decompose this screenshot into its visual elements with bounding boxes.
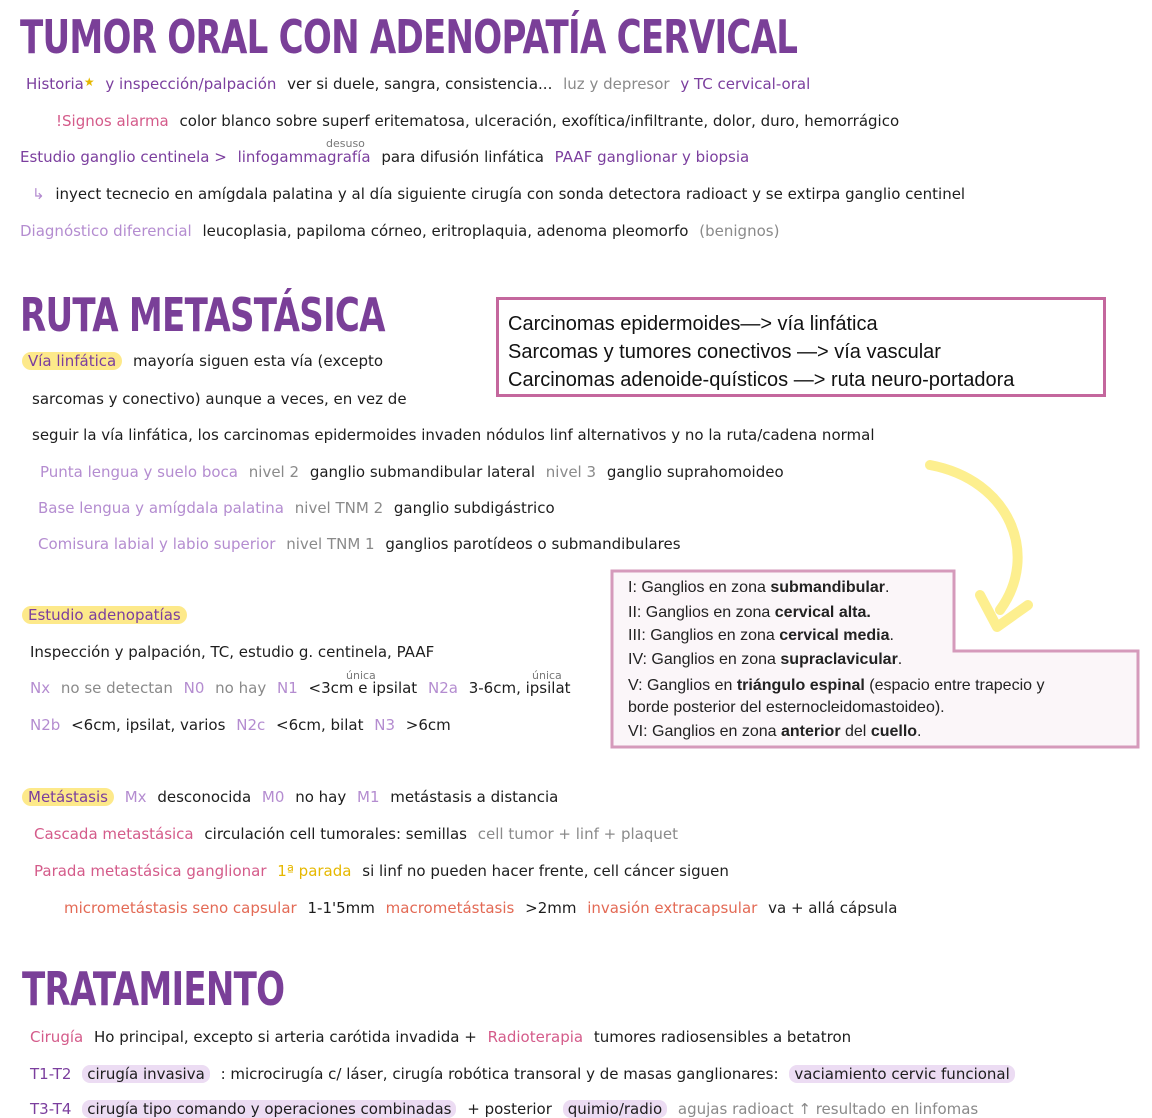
label-inspeccion: y inspección/palpación [105,75,277,93]
box-line-3: Carcinomas adenoide-quísticos —> ruta neuro-portadora [508,369,1015,391]
star-icon: ★ [83,75,95,89]
level-1: I: Ganglios en zona submandibular. [628,579,890,596]
stage-n2c: N2c [236,716,266,734]
label-comisura: Comisura labial y labio superior [38,535,276,553]
label-diagnostico: Diagnóstico diferencial [20,222,192,240]
text-via-1: mayoría siguen esta vía (excepto [132,352,384,370]
tag-cirugia-invasiva: cirugía invasiva [82,1065,210,1083]
level-2: II: Ganglios en zona cervical alta. [628,604,871,621]
text-cell-tumor: cell tumor + linf + plaquet [477,825,679,843]
line-n-stages-1 [30,679,577,697]
text-radioterapia: tumores radiosensibles a betatron [593,1028,852,1046]
level-5: V: Ganglios en triángulo espinal (espacio entre trapecio y [628,677,1045,694]
level-5-cont: borde posterior del esternocleidomastoideo). [628,699,945,716]
label-base: Base lengua y amígdala palatina [38,499,284,517]
text-n2a: 3-6cm, ipsilat [468,679,571,697]
text-nivel-3: nivel 3 [545,463,597,481]
text-m1: metástasis a distancia [390,788,559,806]
level-4: IV: Ganglios en zona supraclavicular. [628,651,903,668]
text-suprahomoideo: ganglio suprahomoideo [606,463,784,481]
level-3: III: Ganglios en zona cervical media. [628,627,894,644]
stage-t3-t4: T3-T4 [30,1100,72,1118]
text-n3: >6cm [405,716,451,734]
label-parada: Parada metastásica ganglionar [34,862,267,880]
text-n2c: <6cm, bilat [276,716,364,734]
line-cirugia [30,1028,857,1046]
label-paaf: PAAF ganglionar y biopsia [554,148,750,166]
stage-mx: Mx [124,788,147,806]
line-punta [40,463,790,481]
box-line-2: Sarcomas y tumores conectivos —> vía vascular [508,341,941,363]
section-title-tumor: TUMOR ORAL CON ADENOPATÍA CERVICAL [20,10,798,64]
line-inyect [32,185,971,203]
arrow-return-icon: ↳ [32,185,45,203]
stage-nx: Nx [30,679,51,697]
stage-n1: N1 [276,679,298,697]
line-estudio [22,606,193,624]
line-t3-t4 [30,1100,984,1118]
tag-quimio-radio: quimio/radio [563,1100,667,1118]
line-via-2 [32,390,413,408]
text-benignos: (benignos) [699,222,780,240]
annotation-unica-1: única [346,669,376,682]
annotation-unica-2: única [532,669,562,682]
line-t1-t2 [30,1065,1021,1083]
line-ganglio [20,148,755,166]
line-n-stages-2 [30,716,457,734]
text-n2b: <6cm, ipsilat, varios [71,716,226,734]
text-inspeccion-tc: Inspección y palpación, TC, estudio g. centinela, PAAF [30,643,435,661]
line-diagnostico [20,222,785,240]
section-title-ruta: RUTA METASTÁSICA [20,288,385,342]
label-radioterapia: Radioterapia [487,1028,584,1046]
tag-metastasis: Metástasis [22,788,114,806]
label-micrometastasis: micrometástasis seno capsular [64,899,297,917]
text-n1: <3cm e ipsilat [308,679,418,697]
stage-n2a: N2a [427,679,458,697]
text-nivel-tnm2: nivel TNM 2 [294,499,384,517]
text-luz: luz y depresor [563,75,670,93]
label-invasion: invasión extracapsular [587,899,758,917]
line-metastasis [22,788,564,806]
text-nivel-2: nivel 2 [248,463,300,481]
box-line-1: Carcinomas epidermoides—> vía linfática [508,313,878,335]
annotation-desuso: desuso [326,137,365,150]
text-posterior: + posterior [467,1100,552,1118]
line-historia [26,75,816,93]
text-nx: no se detectan [60,679,173,697]
text-cirugia: Ho principal, excepto si arteria carótida invadida + [93,1028,477,1046]
section-title-tratamiento: TRATAMIENTO [22,962,285,1016]
label-historia: Historia [26,75,84,93]
text-cascada: circulación cell tumorales: semillas [204,825,467,843]
line-signos [56,112,905,130]
info-box-carcinomas [496,297,1106,397]
stage-n2b: N2b [30,716,61,734]
text-diagnostico: leucoplasia, papiloma córneo, eritroplaquia, adenoma pleomorfo [202,222,689,240]
text-inyect: inyect tecnecio en amígdala palatina y al día siguiente cirugía con sonda detectora radioact y se extirpa ganglio centinel [55,185,966,203]
text-parotideos: ganglios parotídeos o submandibulares [385,535,681,553]
stage-m1: M1 [357,788,380,806]
stage-m0: M0 [261,788,285,806]
line-base [38,499,561,517]
label-signos-alarma: !Signos alarma [56,112,169,130]
line-cascada [34,825,684,843]
text-m0: no hay [295,788,347,806]
line-comisura [38,535,687,553]
line-parada [34,862,735,880]
text-subdigastrico: ganglio subdigástrico [393,499,555,517]
label-cirugia: Cirugía [30,1028,84,1046]
line-micro [64,899,903,917]
stage-n0: N0 [183,679,205,697]
label-cascada: Cascada metastásica [34,825,194,843]
line-inspeccion [30,643,440,661]
text-tc: y TC cervical-oral [680,75,811,93]
tag-vaciamiento: vaciamiento cervic funcional [789,1065,1014,1083]
line-via [22,352,389,370]
text-difusion: para difusión linfática [381,148,544,166]
stage-n3: N3 [374,716,395,734]
text-via-2: sarcomas y conectivo) aunque a veces, en vez de [32,390,407,408]
tag-estudio-adenopatias: Estudio adenopatías [22,606,187,624]
label-punta: Punta lengua y suelo boca [40,463,238,481]
label-macrometastasis: macrometástasis [385,899,515,917]
text-parada: si linf no pueden hacer frente, cell cáncer siguen [362,862,729,880]
stage-t1-t2: T1-T2 [30,1065,72,1083]
line-via-3 [32,426,881,444]
text-signos: color blanco sobre superf eritematosa, ulceración, exofítica/infiltrante, dolor, duro, hemorrágico [179,112,900,130]
text-nivel-tnm1: nivel TNM 1 [286,535,375,553]
tag-via-linfatica: Vía linfática [22,352,122,370]
text-invasion: va + allá cápsula [768,899,898,917]
text-mx: desconocida [157,788,252,806]
tag-cirugia-comando: cirugía tipo comando y operaciones combinadas [82,1100,456,1118]
level-6: VI: Ganglios en zona anterior del cuello. [628,723,922,740]
text-via-3: seguir la vía linfática, los carcinomas epidermoides invaden nódulos linf alternativos y no la ruta/cadena normal [32,426,875,444]
label-ganglio-centinela: Estudio ganglio centinela > [20,148,227,166]
text-t1-t2: : microcirugía c/ láser, cirugía robótica transoral y de masas ganglionares: [220,1065,779,1083]
text-submandibular: ganglio submandibular lateral [309,463,535,481]
label-linfogammagrafia: linfogammagrafía [237,148,371,166]
label-1a-parada: 1ª parada [277,862,352,880]
text-agujas: agujas radioact ↑ resultado en linfomas [677,1100,979,1118]
text-macro-size: >2mm [525,899,577,917]
text-micro-size: 1-1'5mm [307,899,375,917]
text-inspeccion: ver si duele, sangra, consistencia... [287,75,553,93]
text-n0: no hay [215,679,267,697]
